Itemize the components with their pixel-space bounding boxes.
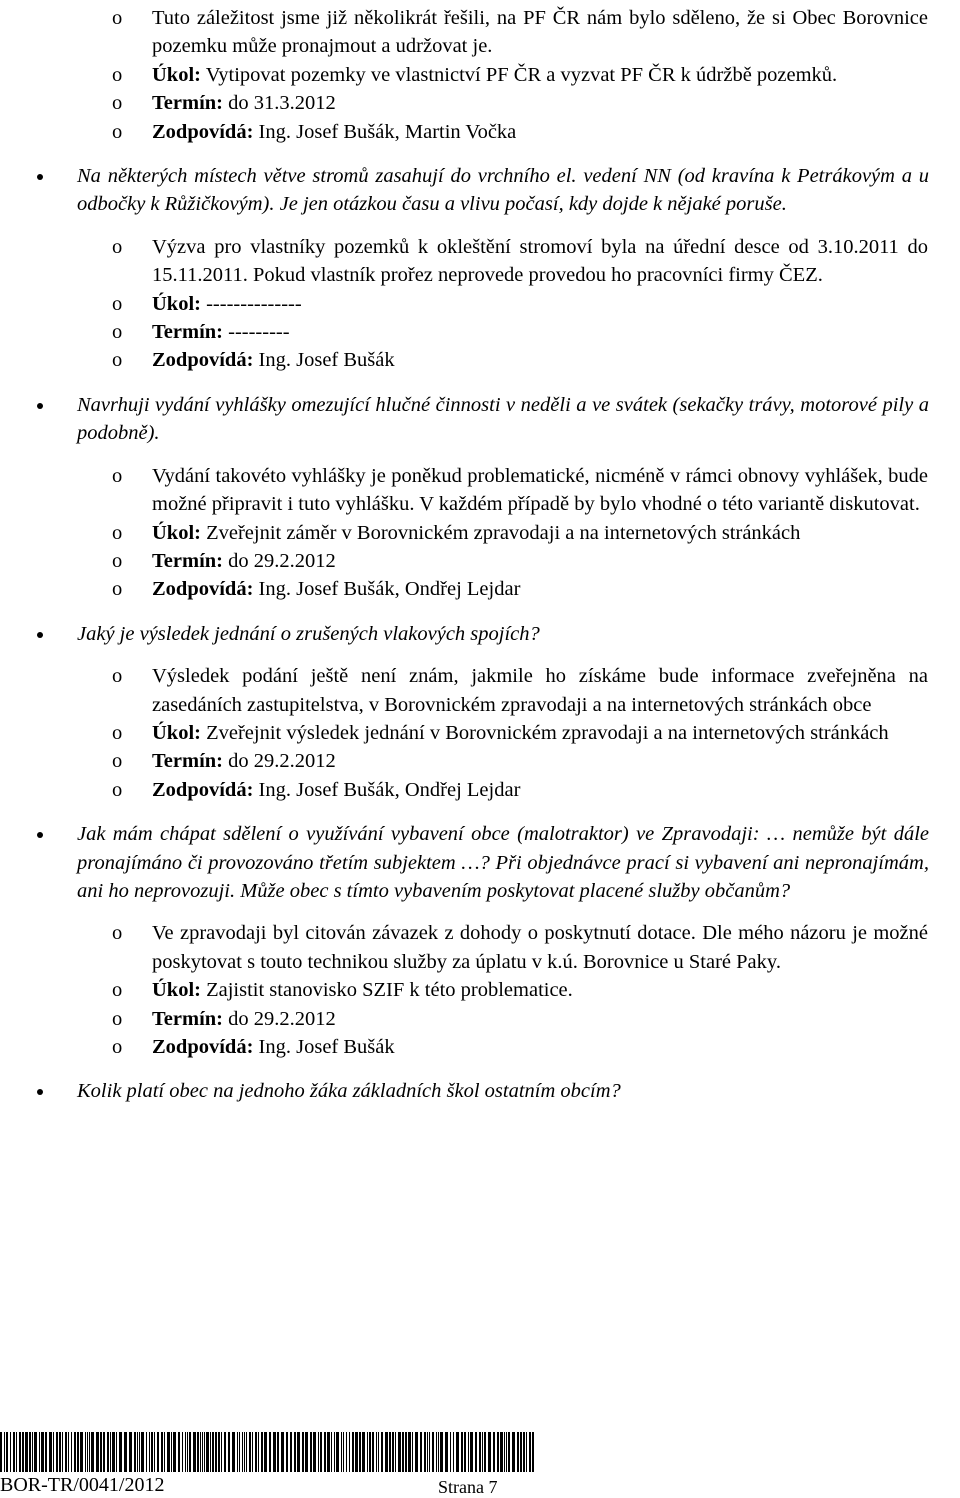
barcode-bar xyxy=(124,1432,127,1472)
barcode-bar xyxy=(427,1432,428,1472)
barcode-bar xyxy=(526,1432,527,1472)
barcode-bar xyxy=(470,1432,473,1472)
barcode-bar xyxy=(157,1432,159,1472)
barcode-bar xyxy=(164,1432,165,1472)
answer-text: Výzva pro vlastníky pozemků k okleštění stromoví byla na úřední desce od 3.10.2011 do 15.11.2011. Pokud vlastník prořez neprovede provedou ho pracovníci firmy ČEZ. xyxy=(152,235,928,287)
barcode-bar xyxy=(378,1432,379,1472)
sub-bullet-marker: o xyxy=(112,979,123,1002)
barcode-bar xyxy=(25,1432,28,1472)
barcode-bar xyxy=(146,1432,147,1472)
barcode-bar xyxy=(210,1432,211,1472)
barcode-bar xyxy=(264,1432,267,1472)
task-value: --------- xyxy=(223,321,290,344)
barcode-bar xyxy=(151,1432,153,1472)
barcode-bar xyxy=(415,1432,418,1472)
task-label: Zodpovídá: xyxy=(152,778,254,801)
barcode-bar xyxy=(432,1432,434,1472)
sub-bullet-marker: o xyxy=(112,922,123,945)
task-line xyxy=(0,89,928,117)
task-label: Termín: xyxy=(152,1007,223,1030)
barcode-bar xyxy=(281,1432,284,1472)
sub-bullet-marker: o xyxy=(112,120,123,143)
barcode-bar xyxy=(290,1432,292,1472)
barcode-bar xyxy=(202,1432,203,1472)
barcode-bar xyxy=(450,1432,451,1472)
barcode-bar xyxy=(182,1432,183,1472)
barcode-bar xyxy=(85,1432,86,1472)
barcode-bar xyxy=(362,1432,365,1472)
answer-text: Tuto záležitost jsme již několikrát řešili, na PF ČR nám bylo sděleno, že si Obec Borovnice pozemku může pronajmout a udržovat je. xyxy=(152,7,928,58)
barcode-bar xyxy=(171,1432,172,1472)
barcode-bar xyxy=(392,1432,394,1472)
barcode-bar xyxy=(110,1432,111,1472)
barcode-bar xyxy=(129,1432,132,1472)
barcode-bar xyxy=(49,1432,52,1472)
barcode-bar xyxy=(367,1432,368,1472)
barcode-bar xyxy=(412,1432,413,1472)
barcode-bar xyxy=(173,1432,176,1472)
task-line xyxy=(0,118,928,146)
barcode-bar xyxy=(249,1432,251,1472)
barcode-bar xyxy=(178,1432,180,1472)
barcode-bar xyxy=(107,1432,109,1472)
barcode-bar xyxy=(137,1432,138,1472)
answer-item xyxy=(0,919,928,976)
barcode-bar xyxy=(520,1432,522,1472)
task-line xyxy=(0,547,928,575)
task-label: Zodpovídá: xyxy=(152,120,254,143)
sub-bullet-marker: o xyxy=(112,1007,123,1030)
answer-text: Ve zpravodaji byl citován závazek z dohody o poskytnutí dotace. Dle mého názoru je možné poskytovat s touto technikou služby za úplatu v k.ú. Borovnice u Staré Paky. xyxy=(152,922,928,973)
barcode-bar xyxy=(532,1432,534,1472)
task-value: do 29.2.2012 xyxy=(223,750,336,773)
barcode-bar xyxy=(324,1432,326,1472)
barcode-bar xyxy=(41,1432,44,1472)
barcode-bar xyxy=(475,1432,477,1472)
barcode-bar xyxy=(440,1432,443,1472)
task-line xyxy=(0,976,928,1004)
barcode-bar xyxy=(215,1432,217,1472)
barcode-bar xyxy=(39,1432,40,1472)
barcode-bar xyxy=(237,1432,238,1472)
sub-bullet-marker: o xyxy=(112,464,123,487)
barcode-bar xyxy=(341,1432,342,1472)
barcode-bar xyxy=(100,1432,102,1472)
barcode-bar xyxy=(346,1432,347,1472)
barcode-bar xyxy=(91,1432,94,1472)
question-item xyxy=(0,1077,929,1105)
task-value: Ing. Josef Bušák xyxy=(253,349,395,372)
barcode-bar xyxy=(500,1432,503,1472)
barcode-bar xyxy=(359,1432,361,1472)
barcode-bar xyxy=(277,1432,279,1472)
barcode-bar xyxy=(508,1432,510,1472)
barcode-bar xyxy=(32,1432,33,1472)
task-label: Úkol: xyxy=(152,979,201,1002)
sub-bullet-marker: o xyxy=(112,1036,123,1058)
barcode-bar xyxy=(529,1432,531,1472)
barcode-bar xyxy=(56,1432,58,1472)
barcode-bar xyxy=(385,1432,388,1472)
answer-item xyxy=(0,4,928,61)
task-label: Úkol: xyxy=(152,63,201,86)
barcode-bar xyxy=(493,1432,495,1472)
barcode-bar xyxy=(167,1432,170,1472)
barcode-bar xyxy=(456,1432,459,1472)
task-label: Úkol: xyxy=(152,292,201,315)
sub-bullet-marker: o xyxy=(112,721,123,744)
barcode-bar xyxy=(218,1432,220,1472)
barcode-bar xyxy=(482,1432,483,1472)
barcode-bar xyxy=(71,1432,72,1472)
barcode-bar xyxy=(134,1432,136,1472)
bullet-icon xyxy=(37,832,43,838)
barcode-bar xyxy=(523,1432,525,1472)
barcode-bar xyxy=(258,1432,259,1472)
barcode-bar xyxy=(239,1432,240,1472)
sub-bullet-marker: o xyxy=(112,778,123,801)
barcode-bar xyxy=(261,1432,263,1472)
barcode-bar xyxy=(212,1432,214,1472)
barcode-bar xyxy=(334,1432,335,1472)
barcode-bar xyxy=(119,1432,122,1472)
barcode-bar xyxy=(479,1432,481,1472)
barcode-bar xyxy=(320,1432,322,1472)
barcode-bar xyxy=(19,1432,21,1472)
question-text: Jak mám chápat sdělení o využívání vybavení obce (malotraktor) ve Zpravodaji: … nemůže být dále pronajímáno či provozováno třetím subjektem …? Při objednávce prací si vybavení ani nepronajímám, ani ho neprovozuji. Může obec s tímto vybavením poskytovat placené služby občanům? xyxy=(77,823,929,902)
task-value: do 29.2.2012 xyxy=(223,549,336,572)
task-label: Termín: xyxy=(152,750,223,773)
barcode-bar xyxy=(116,1432,117,1472)
task-line xyxy=(0,61,928,89)
task-line xyxy=(0,747,928,775)
barcode-bar xyxy=(224,1432,226,1472)
barcode-bar xyxy=(269,1432,271,1472)
barcode-bar xyxy=(372,1432,374,1472)
barcode-bar xyxy=(305,1432,308,1472)
task-value: Ing. Josef Bušák xyxy=(253,1036,395,1058)
barcode-bar xyxy=(13,1432,15,1472)
barcode-bar xyxy=(29,1432,31,1472)
question-item xyxy=(0,820,929,905)
barcode-bar xyxy=(87,1432,89,1472)
task-line xyxy=(0,346,928,374)
task-line xyxy=(0,719,928,747)
barcode-bar xyxy=(34,1432,37,1472)
barcode-bar xyxy=(189,1432,191,1472)
barcode-bar xyxy=(255,1432,257,1472)
task-line xyxy=(0,1005,928,1033)
task-line xyxy=(0,290,928,318)
barcode-bar xyxy=(389,1432,391,1472)
barcode-bar xyxy=(302,1432,304,1472)
barcode-bar xyxy=(453,1432,454,1472)
barcode-bar xyxy=(200,1432,201,1472)
bullet-icon xyxy=(37,1089,43,1095)
barcode-bar xyxy=(504,1432,505,1472)
barcode-bar xyxy=(10,1432,11,1472)
task-value: -------------- xyxy=(200,292,302,315)
question-text: Navrhuji vydání vyhlášky omezující hlučné činnosti v neděli a ve svátek (sekačky trávy, motorové pily a podobně). xyxy=(77,393,929,445)
task-value: do 29.2.2012 xyxy=(223,1007,336,1030)
bullet-icon xyxy=(37,403,43,409)
barcode-bar xyxy=(286,1432,288,1472)
barcode-bar xyxy=(197,1432,199,1472)
barcode-bar xyxy=(244,1432,245,1472)
barcode-bar xyxy=(445,1432,448,1472)
answer-item xyxy=(0,462,928,519)
barcode-bar xyxy=(420,1432,422,1472)
barcode-bar xyxy=(398,1432,401,1472)
task-value: Zveřejnit záměr v Borovnickém zpravodaji a na internetových stránkách xyxy=(200,521,801,544)
barcode-bar xyxy=(112,1432,115,1472)
barcode-bar xyxy=(438,1432,439,1472)
barcode-bar xyxy=(16,1432,17,1472)
barcode-bar xyxy=(376,1432,377,1472)
question-text: Jaký je výsledek jednání o zrušených vlakových spojích? xyxy=(77,622,540,645)
task-label: Zodpovídá: xyxy=(152,349,254,372)
barcode-bar xyxy=(497,1432,499,1472)
sub-bullet-marker: o xyxy=(112,235,123,258)
task-value: Vytipovat pozemky ve vlastnictví PF ČR a vyzvat PF ČR k údržbě pozemků. xyxy=(200,63,838,86)
bullet-icon xyxy=(37,632,43,638)
barcode-bar xyxy=(53,1432,54,1472)
barcode-bar xyxy=(77,1432,79,1472)
barcode-bar xyxy=(313,1432,316,1472)
task-label: Zodpovídá: xyxy=(152,1036,254,1058)
sub-bullet-marker: o xyxy=(112,349,123,372)
barcode-bar xyxy=(395,1432,396,1472)
page-number: Strana 7 xyxy=(438,1477,498,1497)
sub-bullet-marker: o xyxy=(112,7,123,29)
barcode-bar xyxy=(187,1432,188,1472)
barcode-bar xyxy=(62,1432,63,1472)
task-label: Zodpovídá: xyxy=(152,578,254,601)
barcode-bar xyxy=(327,1432,330,1472)
document-code: BOR-TR/0041/2012 xyxy=(0,1474,165,1496)
task-value: Ing. Josef Bušák, Ondřej Lejdar xyxy=(253,578,521,601)
barcode-bar xyxy=(6,1432,8,1472)
barcode-bar xyxy=(45,1432,47,1472)
barcode-bar xyxy=(246,1432,247,1472)
barcode-bar xyxy=(468,1432,469,1472)
task-line xyxy=(0,776,928,804)
barcode-bar xyxy=(429,1432,430,1472)
barcode-bar xyxy=(0,1432,2,1472)
question-item xyxy=(0,162,929,219)
answer-text: Výsledek podání ještě není znám, jakmile ho získáme bude informace zveřejněna na zasedáních zastupitelstva, v Borovnickém zpravodaji a na internetových stránkách obce xyxy=(152,665,928,716)
barcode-bar xyxy=(402,1432,404,1472)
barcode-bar xyxy=(59,1432,61,1472)
barcode-bar xyxy=(22,1432,24,1472)
task-line xyxy=(0,1033,928,1061)
barcode-bar xyxy=(139,1432,140,1472)
task-line xyxy=(0,575,928,603)
barcode-bar xyxy=(96,1432,99,1472)
sub-bullet-marker: o xyxy=(112,665,123,688)
barcode-bar xyxy=(294,1432,296,1472)
task-value: Ing. Josef Bušák, Martin Vočka xyxy=(253,120,517,143)
barcode-bar xyxy=(436,1432,437,1472)
barcode-bar xyxy=(273,1432,276,1472)
barcode-bar xyxy=(318,1432,319,1472)
barcode-bar xyxy=(185,1432,186,1472)
barcode-bar xyxy=(506,1432,507,1472)
barcode-bar xyxy=(349,1432,350,1472)
barcode-bar xyxy=(242,1432,243,1472)
task-label: Úkol: xyxy=(152,521,201,544)
barcode-bar xyxy=(464,1432,466,1472)
barcode-bar xyxy=(161,1432,163,1472)
task-value: do 31.3.2012 xyxy=(223,92,336,115)
task-label: Termín: xyxy=(152,92,223,115)
barcode-bar xyxy=(424,1432,427,1472)
sub-bullet-marker: o xyxy=(112,521,123,544)
barcode-bar xyxy=(221,1432,222,1472)
task-label: Termín: xyxy=(152,549,223,572)
sub-bullet-marker: o xyxy=(112,92,123,115)
barcode-bar xyxy=(517,1432,519,1472)
task-value: Zveřejnit výsledek jednání v Borovnickém zpravodaji a na internetových stránkách xyxy=(200,721,889,744)
task-value: Zajistit stanovisko SZIF k této problematice. xyxy=(200,979,573,1002)
barcode-bar xyxy=(310,1432,312,1472)
barcode-bar xyxy=(204,1432,205,1472)
question-item xyxy=(0,391,929,448)
task-label: Termín: xyxy=(152,321,223,344)
barcode-bar xyxy=(193,1432,196,1472)
barcode-bar xyxy=(4,1432,5,1472)
barcode-bar xyxy=(228,1432,230,1472)
barcode-bar xyxy=(484,1432,486,1472)
task-line xyxy=(0,519,928,547)
task-value: Ing. Josef Bušák, Ondřej Lejdar xyxy=(253,778,521,801)
barcode-bar xyxy=(352,1432,354,1472)
sub-bullet-marker: o xyxy=(112,63,123,86)
barcode-bar xyxy=(336,1432,339,1472)
barcode-bar xyxy=(141,1432,144,1472)
answer-text: Vydání takovéto vyhlášky je poněkud problematické, nicméně v rámci obnovy vyhlášek, bude možné připravit i tuto vyhlášku. V každém případě by bylo vhodné o této variantě diskutovat. xyxy=(152,464,928,516)
barcode-bar xyxy=(80,1432,83,1472)
bullet-icon xyxy=(37,174,43,180)
barcode-bar xyxy=(331,1432,332,1472)
question-text: Kolik platí obec na jednoho žáka základních škol ostatním obcím? xyxy=(77,1080,621,1103)
answer-item xyxy=(0,662,928,719)
barcode-bar xyxy=(408,1432,411,1472)
barcode xyxy=(0,1432,536,1472)
barcode-bar xyxy=(355,1432,358,1472)
barcode-bar xyxy=(512,1432,515,1472)
barcode-bar xyxy=(68,1432,69,1472)
barcode-bar xyxy=(381,1432,383,1472)
barcode-bar xyxy=(461,1432,463,1472)
task-label: Úkol: xyxy=(152,721,201,744)
barcode-bar xyxy=(369,1432,371,1472)
barcode-bar xyxy=(405,1432,407,1472)
barcode-bar xyxy=(74,1432,76,1472)
barcode-bar xyxy=(206,1432,209,1472)
barcode-bar xyxy=(232,1432,235,1472)
barcode-bar xyxy=(89,1432,90,1472)
sub-bullet-marker: o xyxy=(112,292,123,315)
sub-bullet-marker: o xyxy=(112,750,123,773)
sub-bullet-marker: o xyxy=(112,549,123,572)
question-item xyxy=(0,620,929,648)
barcode-bar xyxy=(154,1432,155,1472)
barcode-bar xyxy=(149,1432,150,1472)
question-text: Na některých místech větve stromů zasahují do vrchního el. vedení NN (od kravína k Petrákovým a u odbočky k Růžičkovým). Je jen otázkou času a vlivu počasí, kdy dojde k nějaké poruše. xyxy=(77,165,929,216)
answer-item xyxy=(0,233,928,290)
barcode-bar xyxy=(488,1432,491,1472)
barcode-bar xyxy=(252,1432,254,1472)
task-line xyxy=(0,318,928,346)
sub-bullet-marker: o xyxy=(112,321,123,344)
barcode-bar xyxy=(103,1432,105,1472)
barcode-bar xyxy=(343,1432,344,1472)
barcode-bar xyxy=(297,1432,300,1472)
sub-bullet-marker: o xyxy=(112,578,123,601)
barcode-bar xyxy=(65,1432,67,1472)
